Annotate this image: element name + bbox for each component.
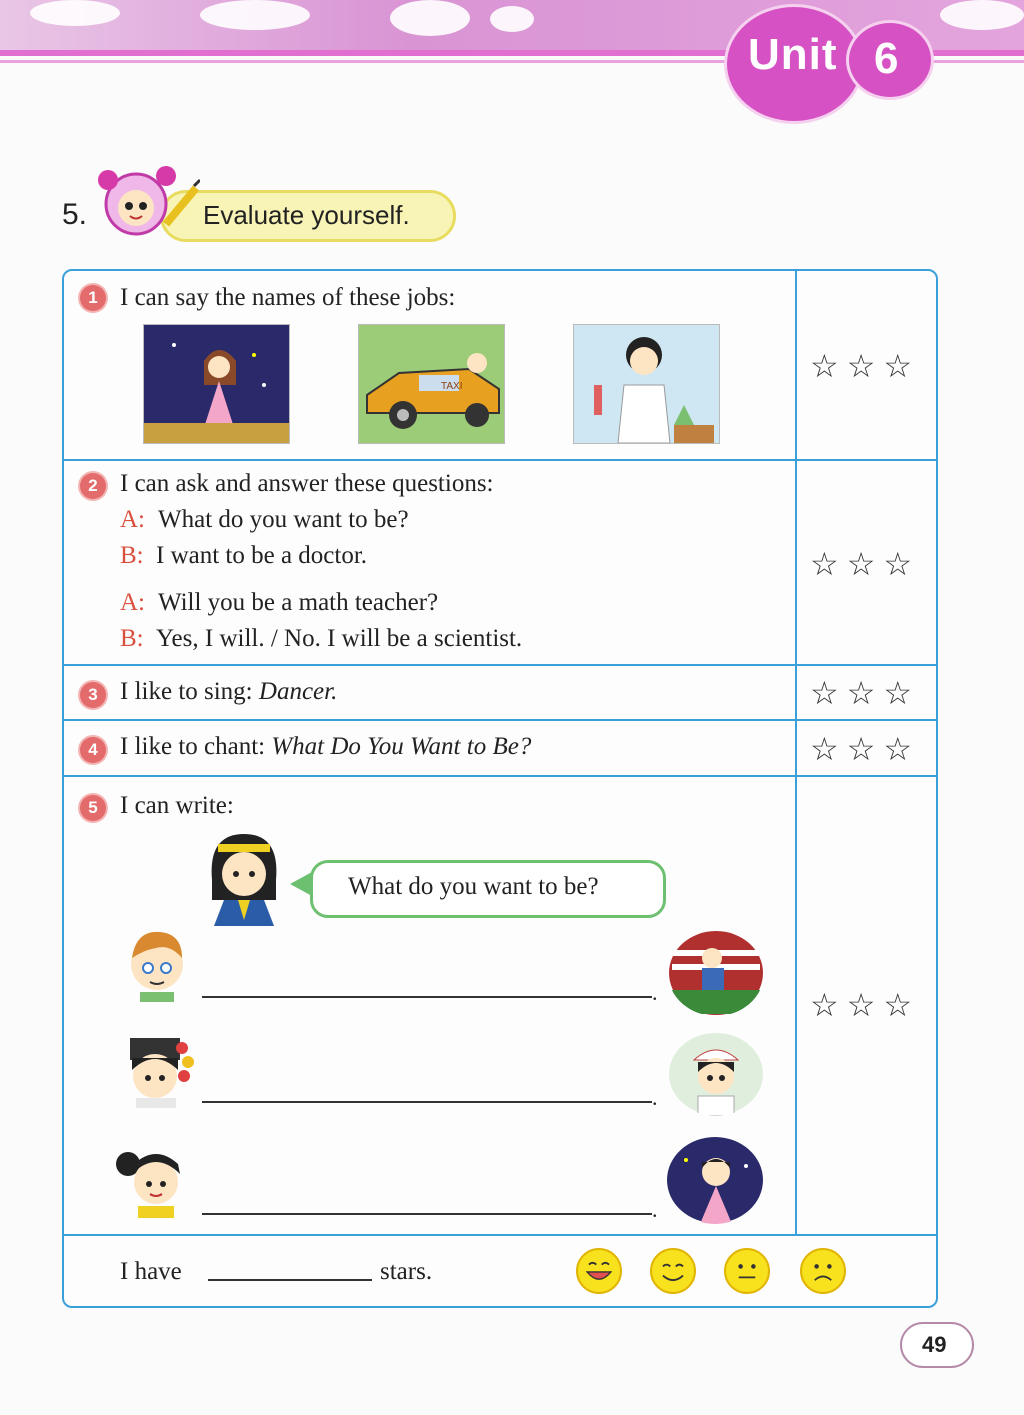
dialogue-line: I want to be a doctor. xyxy=(156,542,368,569)
speaker-label: A: xyxy=(120,506,145,533)
stars-count-blank[interactable] xyxy=(208,1279,372,1281)
row-divider xyxy=(62,1234,938,1236)
neutral-face-icon[interactable] xyxy=(724,1248,770,1294)
cloud-decoration xyxy=(200,0,310,30)
dancer-circle-picture xyxy=(666,1136,764,1224)
dialogue-line: What do you want to be? xyxy=(158,506,409,533)
cloud-decoration xyxy=(30,0,120,26)
row-2-badge: 2 xyxy=(80,473,106,499)
sports-player-circle-picture xyxy=(668,930,764,1016)
smiling-face-icon[interactable] xyxy=(650,1248,696,1294)
scientist-picture xyxy=(573,324,720,444)
row-5-stars[interactable]: ☆☆☆ xyxy=(810,986,921,1024)
row-1-text: I can say the names of these jobs: xyxy=(120,284,456,311)
section-title: Evaluate yourself. xyxy=(203,200,410,230)
unit-number: 6 xyxy=(874,34,899,83)
row-4-badge: 4 xyxy=(80,737,106,763)
answer-line[interactable] xyxy=(202,996,652,998)
speaker-label: A: xyxy=(120,589,145,616)
answer-period: . xyxy=(652,980,658,1005)
row-divider xyxy=(62,719,938,721)
row-3-text: I like to sing: Dancer. xyxy=(120,678,338,705)
have-label: I have xyxy=(120,1258,182,1285)
girl-asking-avatar xyxy=(204,830,284,926)
mascot-icon xyxy=(96,162,200,246)
speech-tail xyxy=(290,872,312,896)
row-1-badge: 1 xyxy=(80,285,106,311)
svg-text:TAXI: TAXI xyxy=(441,381,463,392)
row-divider xyxy=(62,459,938,461)
row-3-badge: 3 xyxy=(80,682,106,708)
speech-bubble-text: What do you want to be? xyxy=(348,873,599,900)
dialogue-line: Will you be a math teacher? xyxy=(158,589,439,616)
answer-period: . xyxy=(652,1085,658,1110)
boy-avatar xyxy=(126,928,188,1002)
row-4-stars[interactable]: ☆☆☆ xyxy=(810,730,921,768)
cloud-decoration xyxy=(390,0,470,36)
answer-period: . xyxy=(652,1197,658,1222)
row-1-stars[interactable]: ☆☆☆ xyxy=(810,347,921,385)
girl-ponytail-avatar xyxy=(112,1142,192,1218)
answer-line[interactable] xyxy=(202,1101,652,1103)
nurse-circle-picture xyxy=(668,1032,764,1116)
stars-label: stars. xyxy=(380,1258,433,1285)
speaker-label: B: xyxy=(120,625,144,652)
row-divider xyxy=(62,664,938,666)
page-number: 49 xyxy=(922,1332,947,1357)
singer-picture xyxy=(143,324,290,444)
row-5-text: I can write: xyxy=(120,792,234,819)
sad-face-icon[interactable] xyxy=(800,1248,846,1294)
unit-badge xyxy=(724,0,936,122)
column-divider xyxy=(795,269,797,1235)
laughing-face-icon[interactable] xyxy=(576,1248,622,1294)
section-number: 5. xyxy=(62,198,88,231)
speaker-label: B: xyxy=(120,542,144,569)
cloud-decoration xyxy=(490,6,534,32)
dialogue-line: Yes, I will. / No. I will be a scientist. xyxy=(156,625,523,652)
row-2-text: I can ask and answer these questions: xyxy=(120,470,494,497)
row-4-text: I like to chant: What Do You Want to Be? xyxy=(120,733,532,760)
row-5-badge: 5 xyxy=(80,795,106,821)
row-2-stars[interactable]: ☆☆☆ xyxy=(810,545,921,583)
taxi-driver-picture xyxy=(358,324,505,444)
unit-label: Unit xyxy=(748,30,838,79)
cloud-decoration xyxy=(940,0,1024,30)
row-3-stars[interactable]: ☆☆☆ xyxy=(810,674,921,712)
minority-girl-avatar xyxy=(124,1034,196,1108)
row-divider xyxy=(62,775,938,777)
answer-line[interactable] xyxy=(202,1213,652,1215)
